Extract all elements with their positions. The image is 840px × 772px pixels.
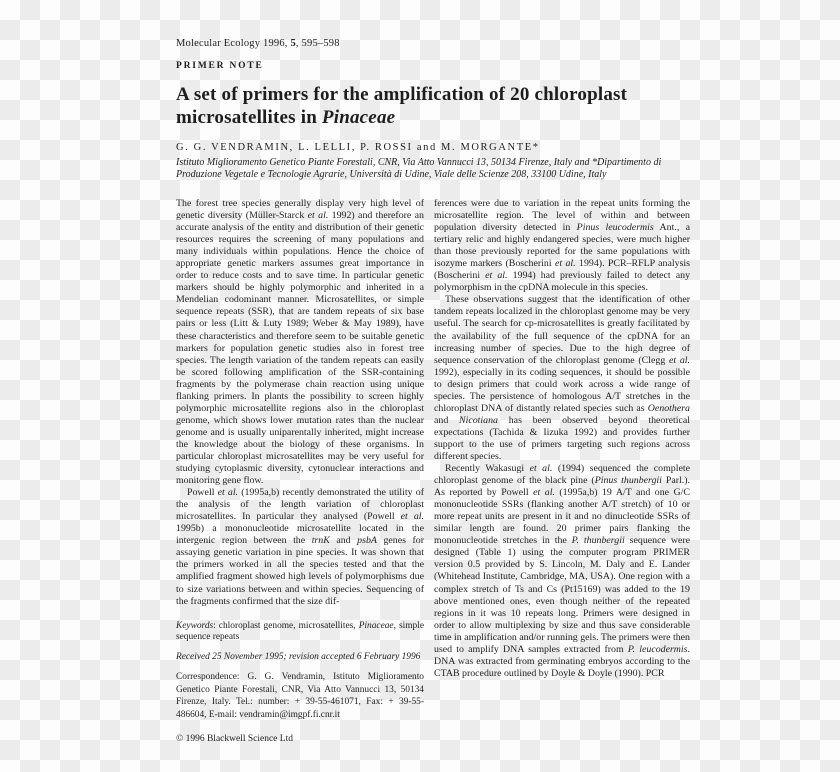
keywords-line: Keywords: chloroplast genome, microsatellites, Pinaceae, simple sequence repeats [176, 620, 424, 643]
paragraph: Recently Wakasugi et al. (1994) sequenced the complete chloroplast genome of the black pine (Pinus thunbergii Parl.). As reported by Powell et al. (1995a,b) 19 A/T and one G/C mononucleotide SSRs (flanking another A/T stretch) of 10 or more repeat units are present in it and no dinucleotide SSRs of similar length are found. 20 primer pairs flanking the mononucleotide stretches in the P. thunbergii sequence were designed (Table 1) using the computer program PRIMER version 0.5 provided by S. Lincoln, M. Daly and E. Lander (Whitehead Institute, Cambridge, MA, USA). One region with a complex stretch of Ts and Cs (Pt15169) was added to the 19 above mentioned ones, even though neither of the repeated regions in it was 10 repeats long. Primers were designed in order to allow multiplexing by size and thus save considerable time in amplification and/or running gels. The primers were then used to amplify DNA samples extracted from P. leucodermis. DNA was extracted from germinating embryos according to the CTAB procedure outlined by Doyle & Doyle (1990). PCR [434, 463, 691, 679]
received-line: Received 25 November 1995; revision accepted 6 February 1996 [176, 651, 421, 662]
paragraph: ferences were due to variation in the repeat units forming the microsatellite region. The level of within and between population diversity detected in Pinus leucodermis Ant., a tertiary relic and highly endangered species, were much higher than those previously reported for the same populations with isozyme markers (Boscherini et al. 1994). PCR–RFLP analysis (Boscherini et al. 1994) had previously failed to detect any polymorphism in the cpDNA molecule in this species. [434, 198, 691, 294]
paragraph: The forest tree species generally display very high level of genetic diversity (Müller-Starck et al. 1992) and therefore an accurate analysis of the entity and distribution of their genetic resources requires the screening of many populations and many individuals within populations. Hence the choice of appropriate genetic markers assumes great importance in order to reduce costs and to save time. In particular genetic markers should be highly polymorphic and inherited in a Mendelian codominant manner. Microsatellites, or simple sequence repeats (SSR), that are tandem repeats of six base pairs or less (Litt & Luty 1989; Weber & May 1989), have these characteristics and therefore seem to be suitable genetic markers for population genetic studies also in forest tree species. The length variation of the tandem repeats can easily be scored following amplification of the SSR-containing fragments by the polymerase chain reaction using unique flanking primers. In plants the possibility to screen highly polymorphic microsatellite regions also in the chloroplast genome, which shows lower mutation rates than the nuclear genome and is usually uniparentally inherited, might increase the knowledge about the biology of these organisms. In particular chloroplast microsatellites may be very useful for studying cytoplasmic diversity, cytonuclear interactions and monitoring gene flow. [176, 198, 424, 487]
copyright-line: © 1996 Blackwell Science Ltd [176, 734, 293, 745]
section-label: PRIMER NOTE [176, 61, 264, 71]
correspondence-line: Correspondence: G. G. Vendramin, Istituto Miglioramento Genetico Piante Forestali, CNR, Via Atto Vannucci 13, 50134 Firenze, Italy. Tel.: number: + 39-55-461071, Fax: + 39-55-486604, E-mail: vendramin@imgpf.fi.cnr.it [176, 672, 424, 720]
paragraph: Powell et al. (1995a,b) recently demonstrated the utility of the analysis of the length variation of chloroplast microsatellites. In particular they analysed (Powell et al. 1995b) a mononucleotide microsatellite located in the intergenic region between the trnK and psbA genes for assaying genetic variation in pine species. It was shown that the primers worked in all the species tested and that the amplified fragment showed high levels of polymorphisms due to size variations between and within species. Sequencing of the fragments confirmed that the size dif- [176, 487, 425, 607]
right-column [434, 198, 690, 680]
article-page [176, 38, 690, 745]
paragraph: These observations suggest that the identification of other tandem repeats localized in the chloroplast genome may be very useful. The search for cp-microsatellites is greatly facilitated by the availability of the full sequence of the cpDNA for an increasing number of species. Due to the high degree of sequence conservation of the chloroplast genome (Clegg et al. 1992), especially in its coding sequences, it should be possible to design primers that could work across a wide range of species. The persistence of homologous A/T stretches in the chloroplast DNA of distantly related species such as Oenothera and Nicotiana has been observed beyond theoretical expectations (Tachida & Iizuka 1992) and provides further support to the use of primers targeting such regions across different species. [434, 294, 690, 462]
page-title: A set of primers for the amplification of 20 chloroplast microsatellites in Pinaceae [176, 84, 628, 128]
affiliation-line: Istituto Miglioramento Genetico Piante Forestali, CNR, Via Atto Vannucci 13, 50134 Firenze, Italy and *Dipartimento di Produzione Vegetale e Tecnologie Agrarie, Università di Udine, Viale delle Scienze 208, 33100 Udine, Italy [176, 157, 662, 180]
authors-line: G. G. VENDRAMIN, L. LELLI, P. ROSSI and M. MORGANTE* [176, 142, 540, 153]
journal-citation: Molecular Ecology 1996, 5, 595–598 [176, 38, 340, 49]
left-column [176, 198, 424, 745]
footnote-block [176, 621, 424, 722]
body-columns [176, 198, 690, 745]
